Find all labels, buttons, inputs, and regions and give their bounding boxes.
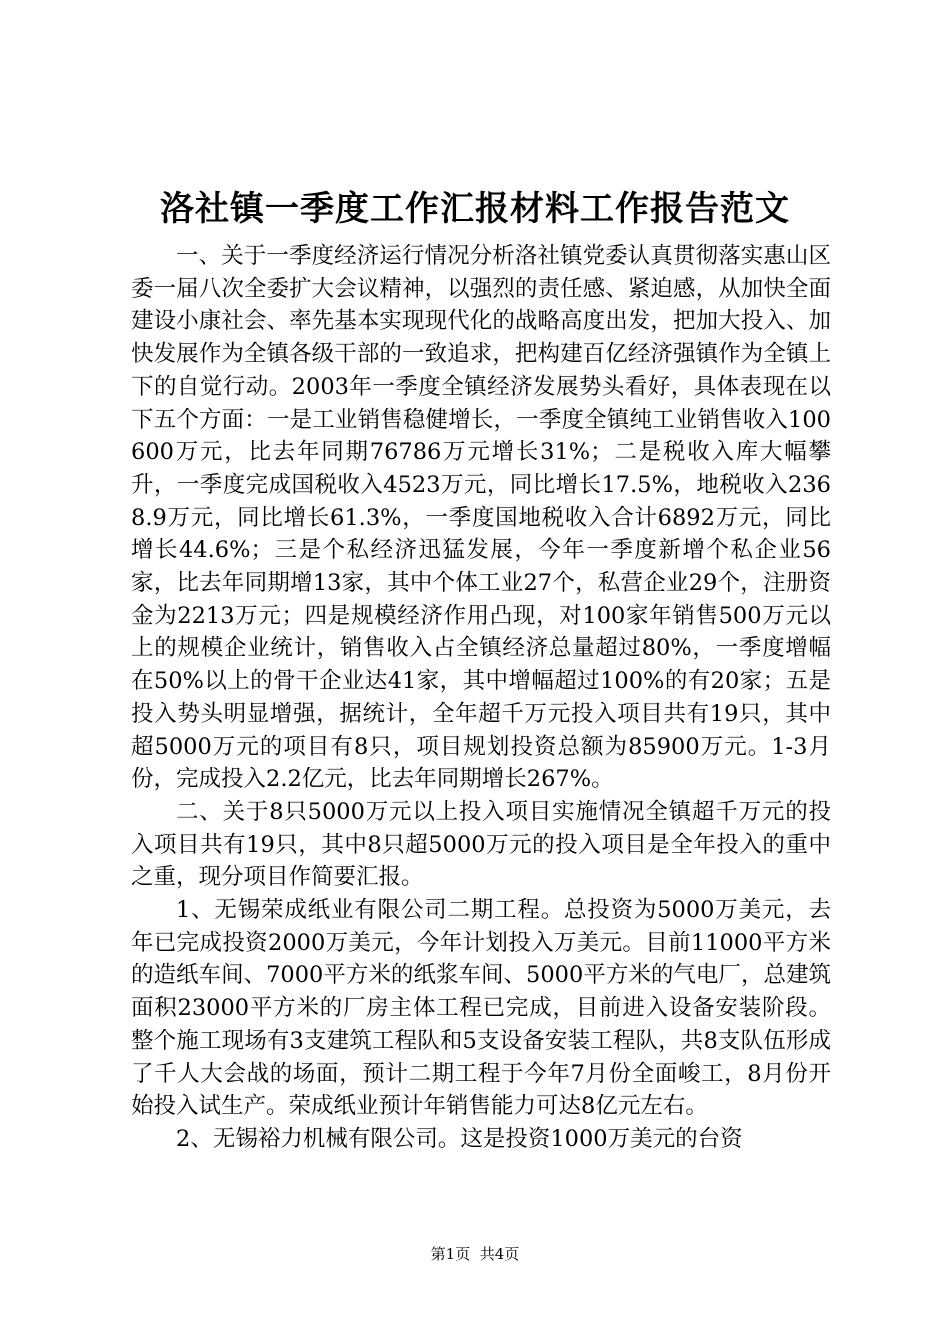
page-total: 共4页: [479, 1245, 520, 1263]
paragraph-investment-projects: 二、关于8只5000万元以上投入项目实施情况全镇超千万元的投入项目共有19只，其中8只超5000万元的投入项目是全年投入的重中之重，现分项目作简要汇报。: [131, 798, 831, 891]
page-number: 第1页: [430, 1245, 471, 1263]
paragraph-project-yuli: 2、无锡裕力机械有限公司。这是投资1000万美元的台资: [176, 1125, 743, 1152]
document-body: [131, 240, 831, 1156]
footer-spacer: [470, 1245, 480, 1263]
paragraph-economic-overview: 一、关于一季度经济运行情况分析洛社镇党委认真贯彻落实惠山区委一届八次全委扩大会议精神，以强烈的责任感、紧迫感，从加快全面建设小康社会、率先基本实现现代化的战略高度出发，把加大投入、加快发展作为全镇各级干部的一致追求，把构建百亿经济强镇作为全镇上下的自觉行动。2003年一季度全镇经济发展势头看好，具体表现在以下五个方面：一是工业销售稳健增长，一季度全镇纯工业销售收入100600万元，比去年同期76786万元增长31%；二是税收入库大幅攀升，一季度完成国税收入4523万元，同比增长17.5%，地税收入2368.9万元，同比增长61.3%，一季度国地税收入合计6892万元，同比增长44.6%；三是个私经济迅猛发展，今年一季度新增个私企业56家，比去年同期增13家，其中个体工业27个，私营企业29个，注册资金为2213万元；四是规模经济作用凸现，对100家年销售500万元以上的规模企业统计，销售收入占全镇经济总量超过80%，一季度增幅在50%以上的骨干企业达41家，其中增幅超过100%的有20家；五是投入势头明显增强，据统计，全年超千万元投入项目共有19只，其中超5000万元的项目有8只，项目规划投资总额为85900万元。1-3月份，完成投入2.2亿元，比去年同期增长267%。: [131, 243, 831, 793]
page-footer: [0, 1244, 950, 1264]
document-title: 洛社镇一季度工作汇报材料工作报告范文: [160, 189, 790, 229]
paragraph-project-rongcheng: 1、无锡荣成纸业有限公司二期工程。总投资为5000万美元，去年已完成投资2000万美元，今年计划投入万美元。目前11000平方米的造纸车间、7000平方米的纸浆车间、5000平方米的气电厂，总建筑面积23000平方米的厂房主体工程已完成，目前进入设备安装阶段。整个施工现场有3支建筑工程队和5支设备安装工程队，共8支队伍形成了千人大会战的场面，预计二期工程于今年7月份全面峻工，8月份开始投入试生产。荣成纸业预计年销售能力可达8亿元左右。: [131, 897, 831, 1120]
